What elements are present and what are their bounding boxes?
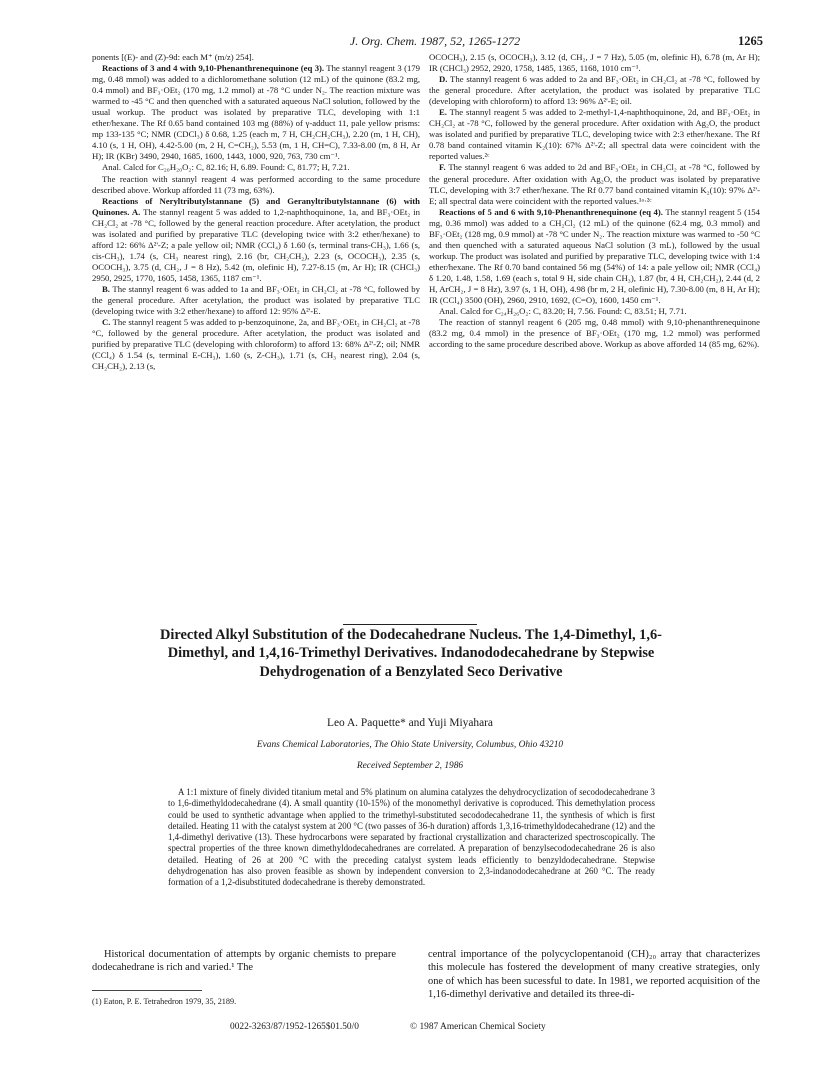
article-affiliation: Evans Chemical Laboratories, The Ohio State University, Columbus, Ohio 43210 — [256, 740, 564, 750]
article-authors: Leo A. Paquette* and Yuji Miyahara — [327, 717, 493, 729]
running-header: J. Org. Chem. 1987, 52, 1265-1272 — [349, 34, 521, 48]
article-code: 0022-3263/87/1952-1265$01.50/0 — [230, 1022, 359, 1032]
experimental-left-column — [92, 52, 420, 372]
body-text: Historical documentation of attempts by organic chemists to prepare dodecahedrane is rich and varied.¹ The — [92, 949, 396, 974]
footnote-divider — [92, 990, 202, 991]
body-left-column — [92, 948, 396, 975]
paragraph: D. The stannyl reagent 6 was added to 2a and BF₃·OEt₂ in CH₂Cl₂ at -78 °C, followed by the general procedure. After acetylation, the product was isolated by preparative TLC (developing with chloroform) to afford 13: 96% Δ²'-E; oil. — [429, 74, 760, 107]
paragraph: E. The stannyl reagent 5 was added to 2-methyl-1,4-naphthoquinone, 2d, and BF₃·OEt₂ in CH₂Cl₂ at -78 °C, followed by the general procedure. After oxidation with Ag₂O, the product was isolated and purified by preparative TLC, developing twice with 2:3 ether/hexane. The Rf 0.78 band contained vitamin K₂(10): 67% Δ²'-Z; all spectral data were coincident with the reported values.²ᶜ — [429, 107, 760, 162]
paragraph: Anal. Calcd for C₂₀H₂₀O₂: C, 82.16; H, 6.89. Found: C, 81.77; H, 7.21. — [102, 162, 350, 173]
paragraph: Reactions of 3 and 4 with 9,10-Phenanthrenequinone (eq 3). The stannyl reagent 3 (179 mg, 0.48 mmol) was added to a dichloromethane solution (12 mL) of the quinone (83.2 mg, 0.4 mmol) and BF₃·OEt₂ (170 mg, 1.2 mmol) at -78 °C under N₂. The reaction mixture was warmed to -45 °C and then quenched with a saturated aqueous NaCl solution, followed by the usual workup. The product was isolated by preparative TLC, developing with 1:1 ether/hexane. The Rf 0.65 band contained 103 mg (88%) of γ-adduct 11, pale yellow prisms: mp 133-135 °C; NMR (CDCl₃) δ 0.68, 1.25 (each m, 7 H, CH₂CH₂CH₃), 2.20 (m, 1 H, CH), 4.10 (s, 1 H, OH), 4.42-5.00 (m, 2 H, C=CH₂), 5.53 (m, 1 H, CH=C), 7.33-8.00 (m, 8 H, Ar H); IR (KBr) 3490, 2940, 1685, 1600, 1443, 1000, 920, 763, 730 cm⁻¹. — [92, 63, 420, 162]
paragraph: Reactions of Neryltributylstannane (5) and Geranyltributylstannane (6) with Quinones. A. The stannyl reagent 5 was added to 1,2-naphthoquinone, 1a, and BF₃·OEt₂ in CH₂Cl₂ at -78 °C, followed by the general reaction procedure. After acetylation, the product was isolated and purified by preparative TLC (developing twice with 3:2 ether/hexane) to afford 12: 66% Δ²'-Z; a pale yellow oil; NMR (CCl₄) δ 1.60 (s, terminal trans-CH₃), 1.66 (s, cis-CH₃), 1.74 (s, CH₃ nearest ring), 2.16 (br, CH₂CH₂), 2.23 (s, OCOCH₃), 2.35 (s, OCOCH₃), 3.75 (d, CH₂, J = 8 Hz), 5.42 (m, olefinic H), 7.27-8.15 (m, Ar H); IR (CHCl₃) 2950, 2925, 1770, 1605, 1458, 1365, 1187 cm⁻¹. — [92, 195, 420, 283]
paragraph: Reactions of 5 and 6 with 9,10-Phenanthrenequinone (eq 4). The stannyl reagent 5 (154 mg, 0.36 mmol) was added to a CH₂Cl₂ (12 mL) of the quinone (62.4 mg, 0.3 mmol) and BF₃·OEt₂ (128 mg, 0.9 mmol) at -78 °C under N₂. The reaction mixture was warmed to -50 °C and then quenched with a saturated aqueous NaCl solution (3 mL), followed by the usual workup. The product was isolated and purified by preparative TLC, developing twice with 1:4 ether/hexane. The Rf 0.70 band contained 56 mg (54%) of 14: a pale yellow oil; NMR (CCl₄) δ 1.20, 1.48, 1.58, 1.69 (each s, total 9 H, side chain CH₃), 1.87 (br, 4 H, CH₂CH₂), 2.44 (d, 2 H, ArCH₂, J = 8 Hz), 3.97 (s, 1 H, OH), 4.98 (br m, 2 H, olefinic H), 7.30-8.00 (m, 8 H, Ar H); IR (CCl₄) 3500 (OH), 2960, 2910, 1692, (C=O), 1600, 1450 cm⁻¹. — [429, 206, 760, 306]
paragraph: The reaction with stannyl reagent 4 was performed according to the same procedure described above. Workup afforded 11 (73 mg, 63%). — [92, 173, 420, 195]
paragraph: Anal. Calcd for C₂₄H₂₆O₂: C, 83.20; H, 7.56. Found: C, 83.51; H, 7.71. — [439, 306, 687, 317]
body-right-column — [428, 948, 760, 1001]
copyright-notice: © 1987 American Chemical Society — [410, 1022, 546, 1032]
abstract-text: A 1:1 mixture of finely divided titanium metal and 5% platinum on alumina catalyzes the dehydrocyclization of secododecahedrane 3 to 1,6-dimethyldodecahedrane (4). A small quantity (10-15%) of the monomethyl derivative is coproduced. This demethylation process could be used to synthetic advantage when applied to the trimethyl-substituted secododecahedrane 11, the synthesis of which is first detailed. Heating 11 with the catalyst system at 200 °C (two passes of 36-h duration) affords 1,3,16-trimethyldodecahedrane (12) and the 1,4-dimethyl derivative (13). These hydrocarbons were separated by fractional crystallization and characterized spectroscopically. The spectral properties of the three known dimethyldodecahedranes are correlated. A preparation of benzylsecododecahedrane 26 is also detailed. Heating of 26 at 200 °C with the preceding catalyst system leads efficiently to benzyldodecahedrane. Stepwise dehydrogenation has also proven feasible as shown by independent conversion to 2,3-indanododecahedrane at 260 °C. The ready formation of a 1,2-disubstituted dodecahedrane is thereby demonstrated. — [168, 787, 655, 888]
footnote: (1) Eaton, P. E. Tetrahedron 1979, 35, 2189. — [92, 997, 237, 1006]
abstract — [168, 787, 655, 889]
body-text: central importance of the polycyclopentanoid (CH)₂₀ array that characterizes this molecule has fostered the development of many creative strategies, only one of which has been sucessful to date. In 1981, we reported acquisition of the 1,16-dimethyl derivative and detailed its three-di- — [428, 949, 760, 1000]
experimental-right-column — [429, 52, 760, 350]
paragraph: ponents [(E)- and (Z)-9d: each M⁺ (m/z) 254]. — [92, 52, 254, 62]
article-title: Directed Alkyl Substitution of the Dodecahedrane Nucleus. The 1,4-Dimethyl, 1,6-Dimethyl, and 1,4,16-Trimethyl Derivatives. Indanododecahedrane by Stepwise Dehydrogenation of a Benzylated Seco Derivative — [160, 627, 662, 680]
paragraph: B. The stannyl reagent 6 was added to 1a and BF₃·OEt₂ in CH₂Cl₂ at -78 °C, followed by the general procedure. After acetylation, the product was isolated by preparative TLC (developing twice with 3:2 ether/hexane) to afford 12: 95% Δ²'-E. — [92, 283, 420, 317]
received-date: Received September 2, 1986 — [356, 761, 464, 771]
paragraph: F. The stannyl reagent 6 was added to 2d and BF₃·OEt₂ in CH₂Cl₂ at -78 °C, followed by the general procedure. After oxidation with Ag₂O, the product was isolated by preparative TLC, developing with 3:7 ether/hexane. The Rf 0.77 band contained vitamin K₂(10): 97% Δ²'-E; all spectral data were coincident with the reported values.¹ᵃ·²ᶜ — [429, 162, 760, 206]
section-divider — [343, 624, 477, 625]
paragraph: OCOCH₃), 2.15 (s, OCOCH₃), 3.12 (d, CH₂, J = 7 Hz), 5.05 (m, olefinic H), 6.78 (m, Ar H); IR (CHCl₃) 2952, 2920, 1758, 1485, 1365, 1168, 1010 cm⁻¹. — [429, 52, 760, 74]
page-number: 1265 — [738, 34, 763, 48]
paragraph: The reaction of stannyl reagent 6 (205 mg, 0.48 mmol) with 9,10-phenanthrenequinone (83.2 mg, 0.4 mmol) in the presence of BF₃·OEt₂ (170 mg, 1.2 mmol) was performed according to the same procedure described above. Workup as above afforded 14 (85 mg, 62%). — [429, 317, 760, 350]
paragraph: C. The stannyl reagent 5 was added to p-benzoquinone, 2a, and BF₃·OEt₂ in CH₂Cl₂ at -78 °C, followed by the general procedure. After acetylation, the product was isolated and purified by preparative TLC (developing with chloroform) to afford 13: 68% Δ²'-Z; oil; NMR (CCl₄) δ 1.54 (s, terminal E-CH₃), 1.60 (s, Z-CH₃), 1.71 (s, CH₃ nearest ring), 2.04 (s, CH₂CH₂), 2.13 (s, — [92, 317, 420, 372]
